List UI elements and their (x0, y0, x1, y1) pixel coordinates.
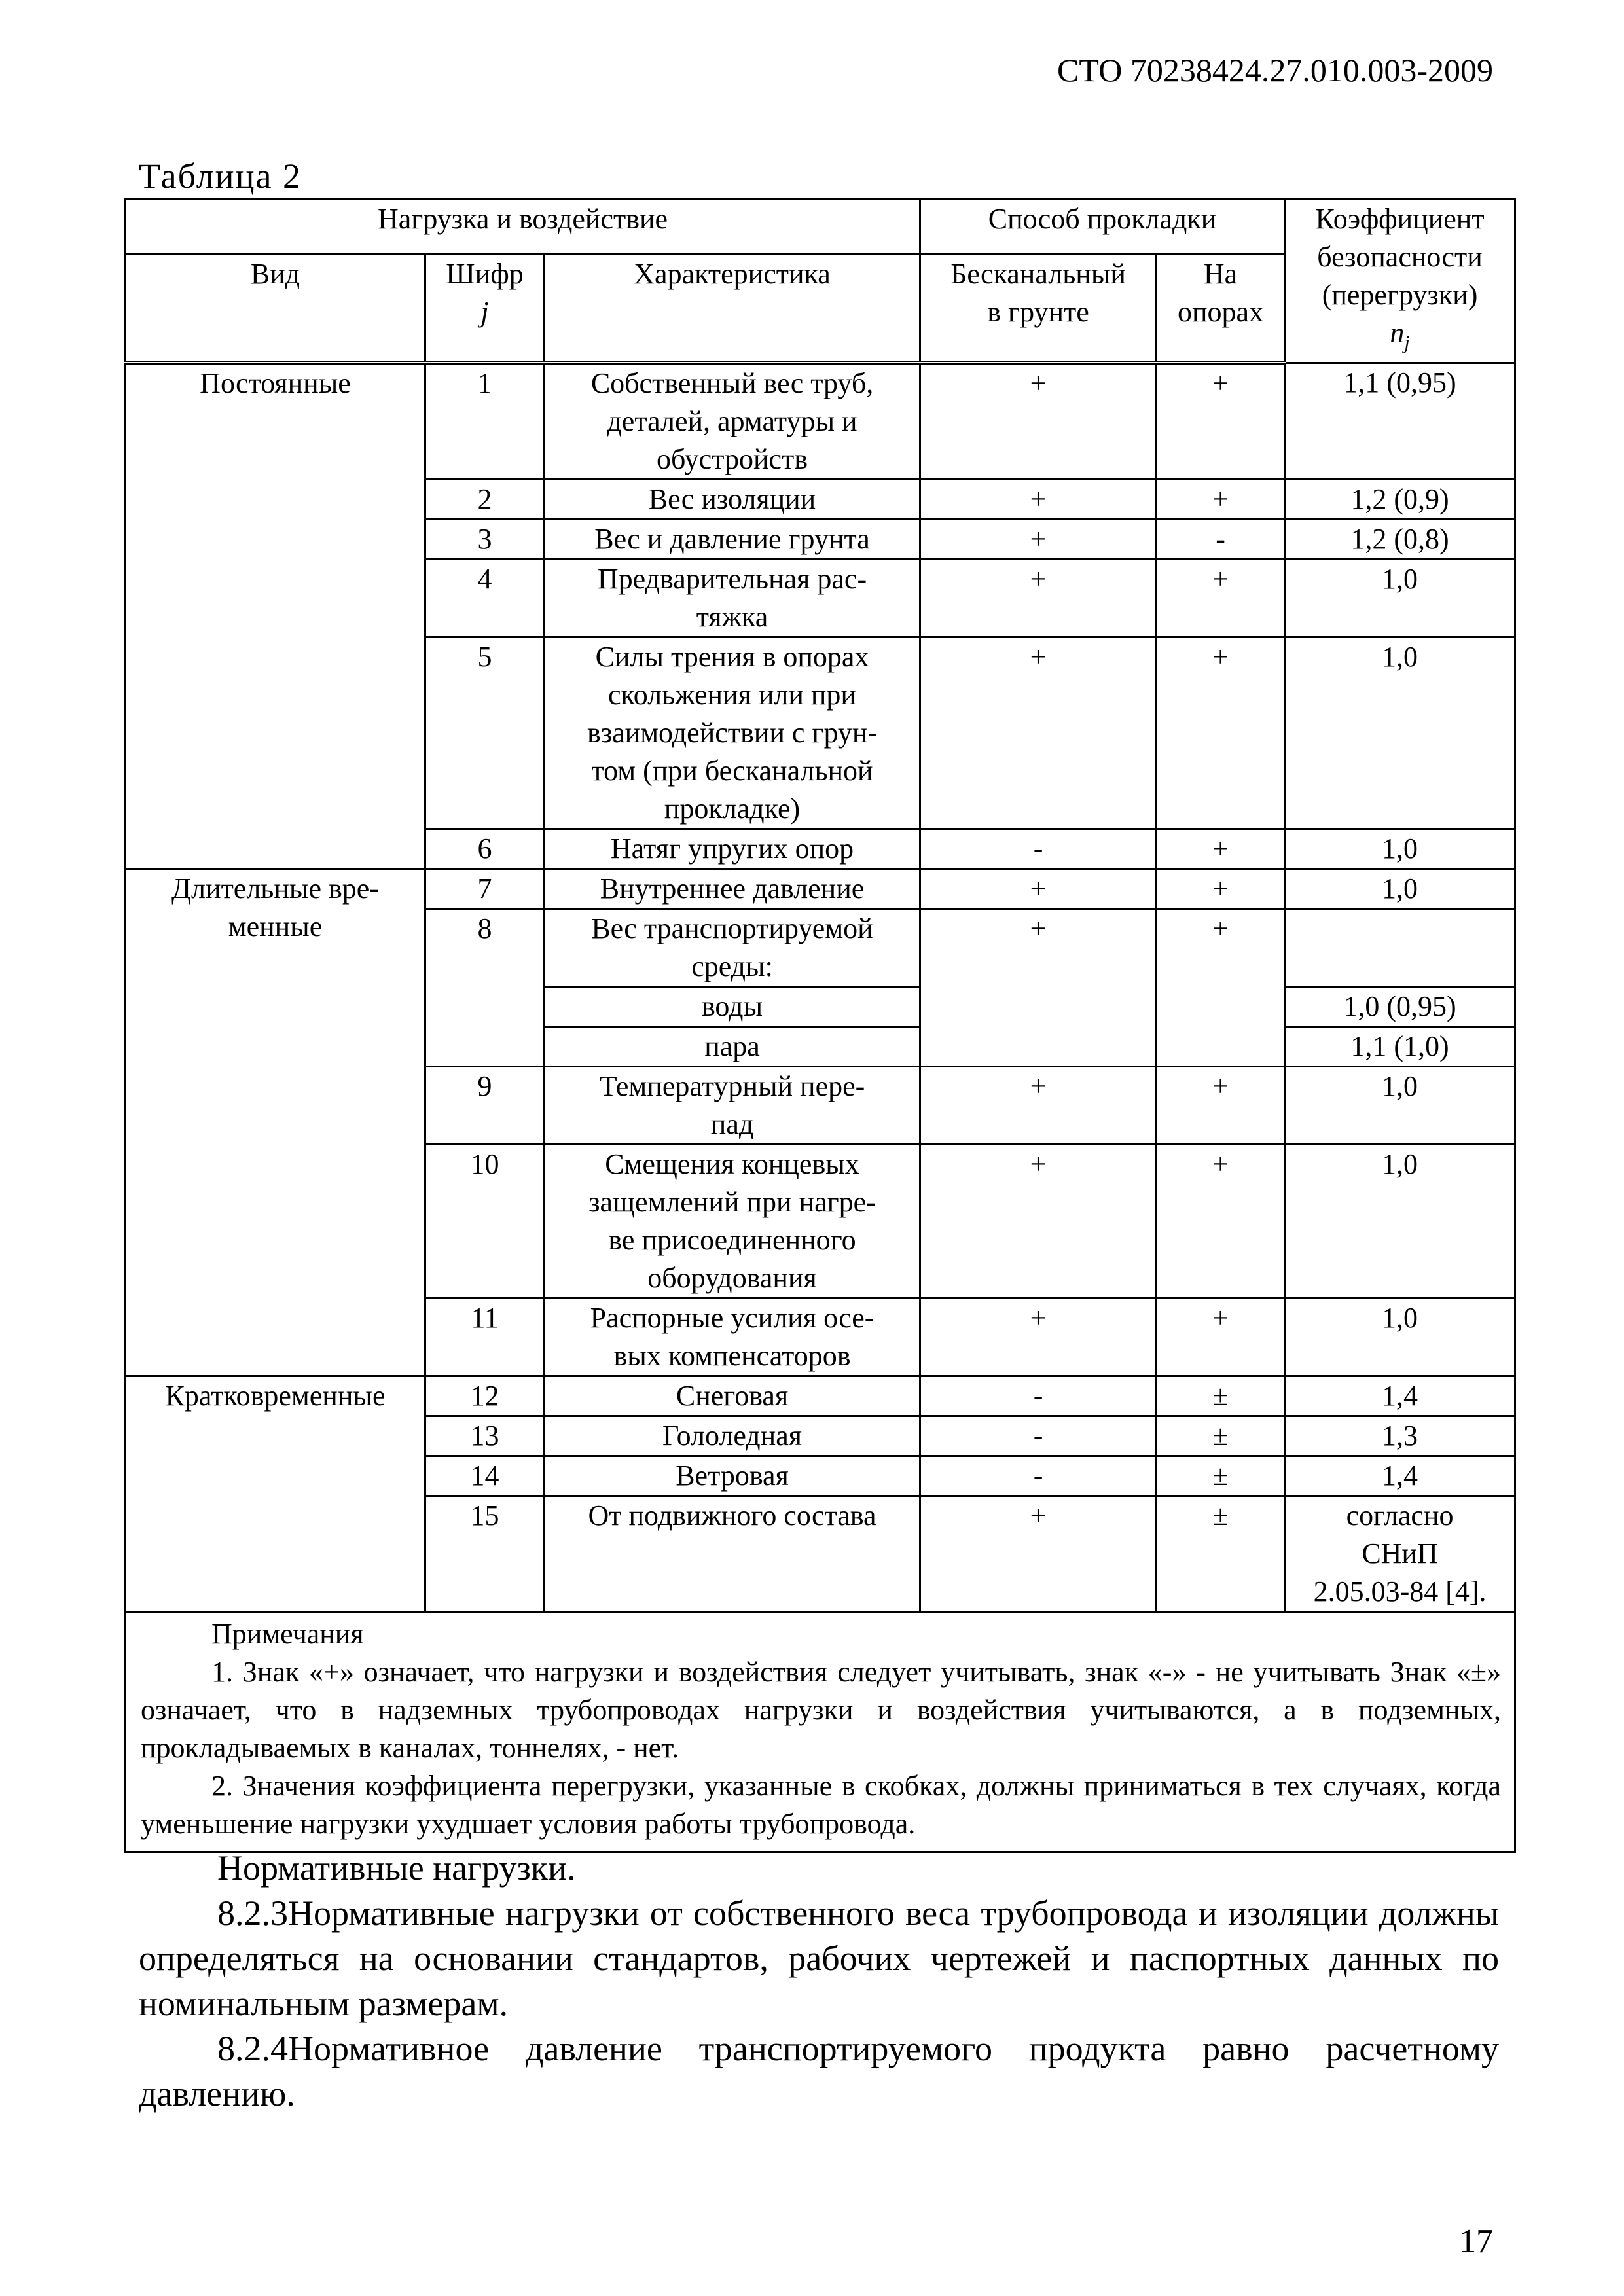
code-cell: 1 (425, 363, 545, 480)
paragraph-8-2-4: 8.2.4Нормативное давление транспортируемого продукта равно расчетному давлению. (139, 2029, 1499, 2113)
coefficient-line: 1,0 (1382, 641, 1418, 673)
coefficient-cell (1285, 1067, 1515, 1145)
characteristic-cell (545, 1416, 920, 1456)
coefficient-cell (1285, 987, 1515, 1027)
coefficient-cell (1285, 829, 1515, 869)
on-supports-cell: + (1157, 829, 1285, 869)
characteristic-cell (545, 1027, 920, 1067)
coefficient-cell (1285, 1376, 1515, 1416)
table-row (126, 1376, 1515, 1416)
notes-title: Примечания (211, 1618, 364, 1651)
coefficient-cell (1285, 869, 1515, 909)
characteristic-line: Вес изоляции (648, 483, 816, 516)
characteristic-line: пад (710, 1108, 754, 1141)
coefficient-cell (1285, 560, 1515, 637)
characteristic-line: Натяг упругих опор (610, 833, 854, 865)
characteristic-cell (545, 637, 920, 829)
characteristic-line: Распорные усилия осе- (590, 1302, 875, 1335)
code-cell: 4 (425, 560, 545, 637)
coefficient-line (1291, 910, 1509, 948)
characteristic-line: Смещения концевых (605, 1148, 859, 1181)
characteristic-line: оборудования (647, 1262, 817, 1295)
channelless-cell: + (920, 637, 1157, 829)
coefficient-line: 1,4 (1382, 1380, 1418, 1412)
coefficient-line: 1,0 (1382, 872, 1418, 905)
characteristic-line: обустройств (656, 443, 808, 476)
coefficient-line: 1,0 (1382, 1302, 1418, 1335)
coefficient-line: 1,2 (0,8) (1350, 523, 1449, 556)
characteristic-line: Температурный пере- (599, 1070, 865, 1103)
on-supports-cell: + (1157, 1145, 1285, 1299)
table-row (126, 869, 1515, 909)
on-supports-cell: + (1157, 909, 1285, 1067)
on-supports-cell: - (1157, 520, 1285, 560)
characteristic-line: прокладке) (664, 793, 801, 825)
on-supports-cell: ± (1157, 1496, 1285, 1612)
table-row (126, 1299, 1515, 1376)
coefficient-line: 1,0 (1382, 1070, 1418, 1103)
coefficient-cell (1285, 1299, 1515, 1376)
characteristic-cell (545, 1376, 920, 1416)
characteristic-line: Вес и давление грунта (594, 523, 870, 556)
header-load-group: Нагрузка и воздействие (126, 200, 920, 255)
coefficient-line: 1,0 (1382, 1148, 1418, 1181)
characteristic-cell (545, 1496, 920, 1612)
on-supports-cell: + (1157, 560, 1285, 637)
channelless-cell: + (920, 560, 1157, 637)
characteristic-cell (545, 829, 920, 869)
coefficient-line: 1,0 (1382, 833, 1418, 865)
header-coef-line-2: безопасности (1317, 241, 1483, 273)
coefficient-line: СНиП (1362, 1537, 1438, 1570)
characteristic-cell (545, 480, 920, 520)
characteristic-line: Ветровая (676, 1460, 789, 1492)
characteristic-line: пара (704, 1030, 760, 1063)
code-cell: 13 (425, 1416, 545, 1456)
coefficient-cell (1285, 1145, 1515, 1299)
kind-cell (126, 1299, 425, 1376)
characteristic-line: тяжка (696, 601, 768, 634)
characteristic-line: Силы трения в опорах (595, 641, 869, 673)
kind-cell (126, 869, 425, 1299)
channelless-cell: + (920, 363, 1157, 480)
code-cell: 8 (425, 909, 545, 1067)
on-supports-cell: ± (1157, 1456, 1285, 1496)
characteristic-line: Предварительная рас- (597, 563, 867, 596)
table-row (126, 363, 1515, 480)
header-kind: Вид (126, 254, 425, 363)
coefficient-cell (1285, 520, 1515, 560)
kind-label: Длительные вре- (171, 872, 379, 905)
kind-label: Постоянные (200, 367, 351, 400)
note-1: 1. Знак «+» означает, что нагрузки и воздействия следует учитывать, знак «-» - не учитывать Знак «±» означает, что в надземных трубопроводах нагрузки и воздействия учитываются, а в подземных, прокладываемых в каналах, тоннелях, - нет. (141, 1656, 1502, 1765)
header-channelless: Бесканальный в грунте (920, 254, 1157, 363)
characteristic-line: От подвижного состава (588, 1499, 876, 1532)
channelless-cell: + (920, 1299, 1157, 1376)
header-coef-line-1: Коэффициент (1315, 203, 1485, 235)
header-on-supports: На опорах (1157, 254, 1285, 363)
kind-label: Кратковременные (165, 1380, 386, 1412)
characteristic-cell (545, 1456, 920, 1496)
coefficient-line: согласно (1346, 1499, 1454, 1532)
header-code: Шифр j (425, 254, 545, 363)
channelless-cell: - (920, 1376, 1157, 1416)
note-2: 2. Значения коэффициента перегрузки, указанные в скобках, должны приниматься в тех случаях, когда уменьшение нагрузки ухудшает условия работы трубопровода. (141, 1770, 1502, 1840)
coefficient-line: 1,1 (1,0) (1350, 1030, 1449, 1063)
characteristic-line: Гололедная (662, 1420, 802, 1452)
table-notes (126, 1612, 1515, 1852)
characteristic-cell (545, 869, 920, 909)
characteristic-cell (545, 1145, 920, 1299)
coefficient-cell (1285, 363, 1515, 480)
body-text (139, 1846, 1499, 2117)
coefficient-line: 1,0 (0,95) (1343, 990, 1456, 1023)
header-characteristic: Характеристика (545, 254, 920, 363)
characteristic-line: Снеговая (676, 1380, 789, 1412)
characteristic-cell (545, 987, 920, 1027)
characteristic-line: скольжения или при (608, 679, 856, 711)
channelless-cell: + (920, 909, 1157, 1067)
characteristic-line: взаимодействии с грун- (586, 717, 878, 749)
on-supports-cell: ± (1157, 1416, 1285, 1456)
section-subtitle: Нормативные нагрузки. (217, 1848, 576, 1888)
coefficient-line: 1,2 (0,9) (1350, 483, 1449, 516)
table-caption: Таблица 2 (139, 156, 302, 196)
on-supports-cell: + (1157, 1067, 1285, 1145)
loads-table (124, 198, 1516, 1853)
code-cell: 5 (425, 637, 545, 829)
coefficient-line: 2.05.03-84 [4]. (1313, 1575, 1487, 1608)
header-safety-coefficient (1285, 200, 1515, 363)
channelless-cell: - (920, 829, 1157, 869)
characteristic-line: деталей, арматуры и (607, 405, 857, 438)
table-header-row-1 (126, 200, 1515, 255)
code-cell: 10 (425, 1145, 545, 1299)
coefficient-cell (1285, 637, 1515, 829)
characteristic-line: Собственный вес труб, (590, 367, 874, 400)
coefficient-line: 1,4 (1382, 1460, 1418, 1492)
coefficient-cell (1285, 1416, 1515, 1456)
characteristic-cell (545, 1067, 920, 1145)
characteristic-line: воды (701, 990, 763, 1023)
kind-cell (126, 1376, 425, 1612)
on-supports-cell: + (1157, 1299, 1285, 1376)
channelless-cell: + (920, 1067, 1157, 1145)
coefficient-cell (1285, 1027, 1515, 1067)
header-coef-line-3: (перегрузки) (1322, 279, 1478, 311)
code-cell: 6 (425, 829, 545, 869)
notes-row (126, 1612, 1515, 1852)
code-cell: 11 (425, 1299, 545, 1376)
coefficient-line: 1,0 (1382, 563, 1418, 596)
header-method-group: Способ прокладки (920, 200, 1285, 255)
paragraph-8-2-3: 8.2.3Нормативные нагрузки от собственного веса трубопровода и изоляции должны определяться на основании стандартов, рабочих чертежей и паспортных данных по номинальным размерам. (139, 1893, 1499, 2023)
characteristic-cell (545, 1299, 920, 1376)
header-coef-symbol: $n_j$ (1390, 317, 1410, 353)
characteristic-line: Вес транспортируемой (591, 912, 873, 945)
kind-cell (126, 363, 425, 869)
coefficient-line: 1,1 (0,95) (1343, 366, 1456, 399)
characteristic-line: ве присоединенного (608, 1224, 856, 1257)
code-cell: 2 (425, 480, 545, 520)
on-supports-cell: ± (1157, 1376, 1285, 1416)
on-supports-cell: + (1157, 480, 1285, 520)
characteristic-cell (545, 560, 920, 637)
code-cell: 7 (425, 869, 545, 909)
document-code: СТО 70238424.27.010.003-2009 (1057, 52, 1493, 88)
characteristic-line: Внутреннее давление (600, 872, 865, 905)
channelless-cell: + (920, 520, 1157, 560)
code-cell: 15 (425, 1496, 545, 1612)
channelless-cell: + (920, 869, 1157, 909)
channelless-cell: - (920, 1456, 1157, 1496)
coefficient-cell (1285, 480, 1515, 520)
coefficient-cell (1285, 1496, 1515, 1612)
code-cell: 12 (425, 1376, 545, 1416)
characteristic-line: том (при бесканальной (591, 755, 873, 787)
channelless-cell: + (920, 1496, 1157, 1612)
code-cell: 14 (425, 1456, 545, 1496)
code-cell: 3 (425, 520, 545, 560)
coefficient-cell (1285, 1456, 1515, 1496)
kind-label-cont: менные (228, 910, 323, 943)
channelless-cell: + (920, 1145, 1157, 1299)
channelless-cell: - (920, 1416, 1157, 1456)
code-cell: 9 (425, 1067, 545, 1145)
coefficient-line: 1,3 (1382, 1420, 1418, 1452)
on-supports-cell: + (1157, 637, 1285, 829)
channelless-cell: + (920, 480, 1157, 520)
coefficient-cell (1285, 909, 1515, 987)
characteristic-cell (545, 363, 920, 480)
characteristic-line: защемлений при нагре- (588, 1186, 876, 1219)
on-supports-cell: + (1157, 363, 1285, 480)
characteristic-cell (545, 520, 920, 560)
on-supports-cell: + (1157, 869, 1285, 909)
characteristic-line: вых компенсаторов (613, 1340, 851, 1372)
characteristic-cell (545, 909, 920, 987)
page-number: 17 (1459, 2223, 1493, 2260)
characteristic-line: среды: (691, 950, 773, 983)
